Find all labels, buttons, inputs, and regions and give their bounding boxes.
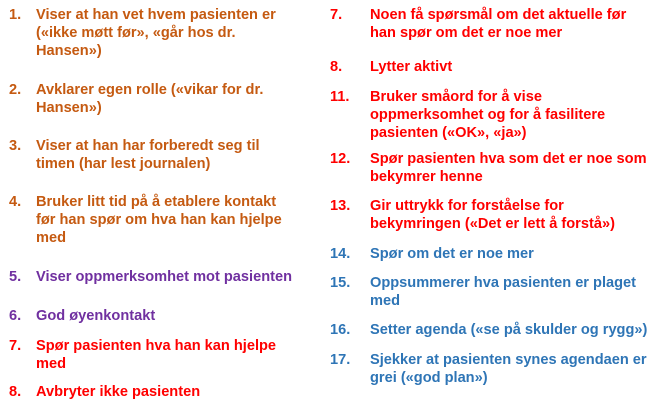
item-line: med — [36, 230, 67, 246]
item-number: 14. — [330, 246, 351, 262]
item-text — [36, 383, 330, 401]
item-number: 16. — [330, 322, 351, 338]
item-number: 5. — [9, 269, 22, 285]
item-line: Hansen») — [36, 100, 102, 116]
item-line: med — [370, 293, 401, 309]
item-number: 7. — [9, 338, 22, 354]
item-line: Bruker småord for å vise — [370, 89, 542, 105]
item-text — [36, 81, 330, 117]
item-line: Avbryter ikke pasienten — [36, 384, 201, 400]
item-text — [370, 274, 660, 310]
item-text — [370, 197, 660, 233]
item-number: 15. — [330, 275, 351, 291]
item-line: han spør om det er noe mer — [370, 25, 563, 41]
item-line: med — [36, 356, 67, 372]
item-number: 6. — [9, 308, 22, 324]
item-number: 3. — [9, 138, 22, 154]
item-number: 17. — [330, 352, 351, 368]
item-line: Lytter aktivt — [370, 59, 453, 75]
item-line: grei («god plan») — [370, 370, 488, 386]
item-number: 7. — [330, 7, 343, 23]
item-line: Viser oppmerksomhet mot pasienten — [36, 269, 293, 285]
item-number: 13. — [330, 198, 351, 214]
item-line: Gir uttrykk for forståelse for — [370, 198, 564, 214]
item-number: 2. — [9, 82, 22, 98]
item-number: 12. — [330, 151, 351, 167]
item-line: Oppsummerer hva pasienten er plaget — [370, 275, 637, 291]
item-line: Viser at han har forberedt seg til — [36, 138, 260, 154]
item-text — [36, 337, 330, 373]
item-line: Viser at han vet hvem pasienten er — [36, 7, 276, 23]
item-text — [36, 268, 330, 286]
item-line: Spør om det er noe mer — [370, 246, 534, 262]
item-line: timen (har lest journalen) — [36, 156, 211, 172]
item-text — [36, 6, 330, 60]
item-line: oppmerksomhet og for å fasilitere — [370, 107, 606, 123]
item-number: 8. — [330, 59, 343, 75]
item-text — [370, 321, 660, 339]
item-line: Spør pasienten hva han kan hjelpe — [36, 338, 277, 354]
item-text — [370, 88, 660, 142]
item-line: pasienten («OK», «ja») — [370, 125, 527, 141]
item-line: Bruker litt tid på å etablere kontakt — [36, 194, 277, 210]
item-text — [36, 307, 330, 325]
item-line: God øyenkontakt — [36, 308, 156, 324]
item-line: Setter agenda («se på skulder og rygg») — [370, 322, 648, 338]
item-number: 4. — [9, 194, 22, 210]
item-text — [370, 150, 660, 186]
item-text — [370, 351, 660, 387]
item-number: 8. — [9, 384, 22, 400]
item-number: 1. — [9, 7, 22, 23]
item-line: før han spør om hva han kan hjelpe — [36, 212, 282, 228]
item-line: bekymrer henne — [370, 169, 483, 185]
item-number: 11. — [330, 89, 350, 105]
item-text — [370, 58, 660, 76]
item-text — [370, 245, 660, 263]
item-text — [370, 6, 660, 42]
item-line: Avklarer egen rolle («vikar for dr. — [36, 82, 264, 98]
item-text — [36, 193, 330, 247]
item-line: Hansen») — [36, 43, 102, 59]
item-line: Spør pasienten hva som det er noe som — [370, 151, 647, 167]
item-line: («ikke møtt før», «går hos dr. — [36, 25, 236, 41]
item-line: Noen få spørsmål om det aktuelle før — [370, 7, 627, 23]
item-text — [36, 137, 330, 173]
item-line: Sjekker at pasienten synes agendaen er — [370, 352, 647, 368]
item-line: bekymringen («Det er lett å forstå») — [370, 216, 615, 232]
